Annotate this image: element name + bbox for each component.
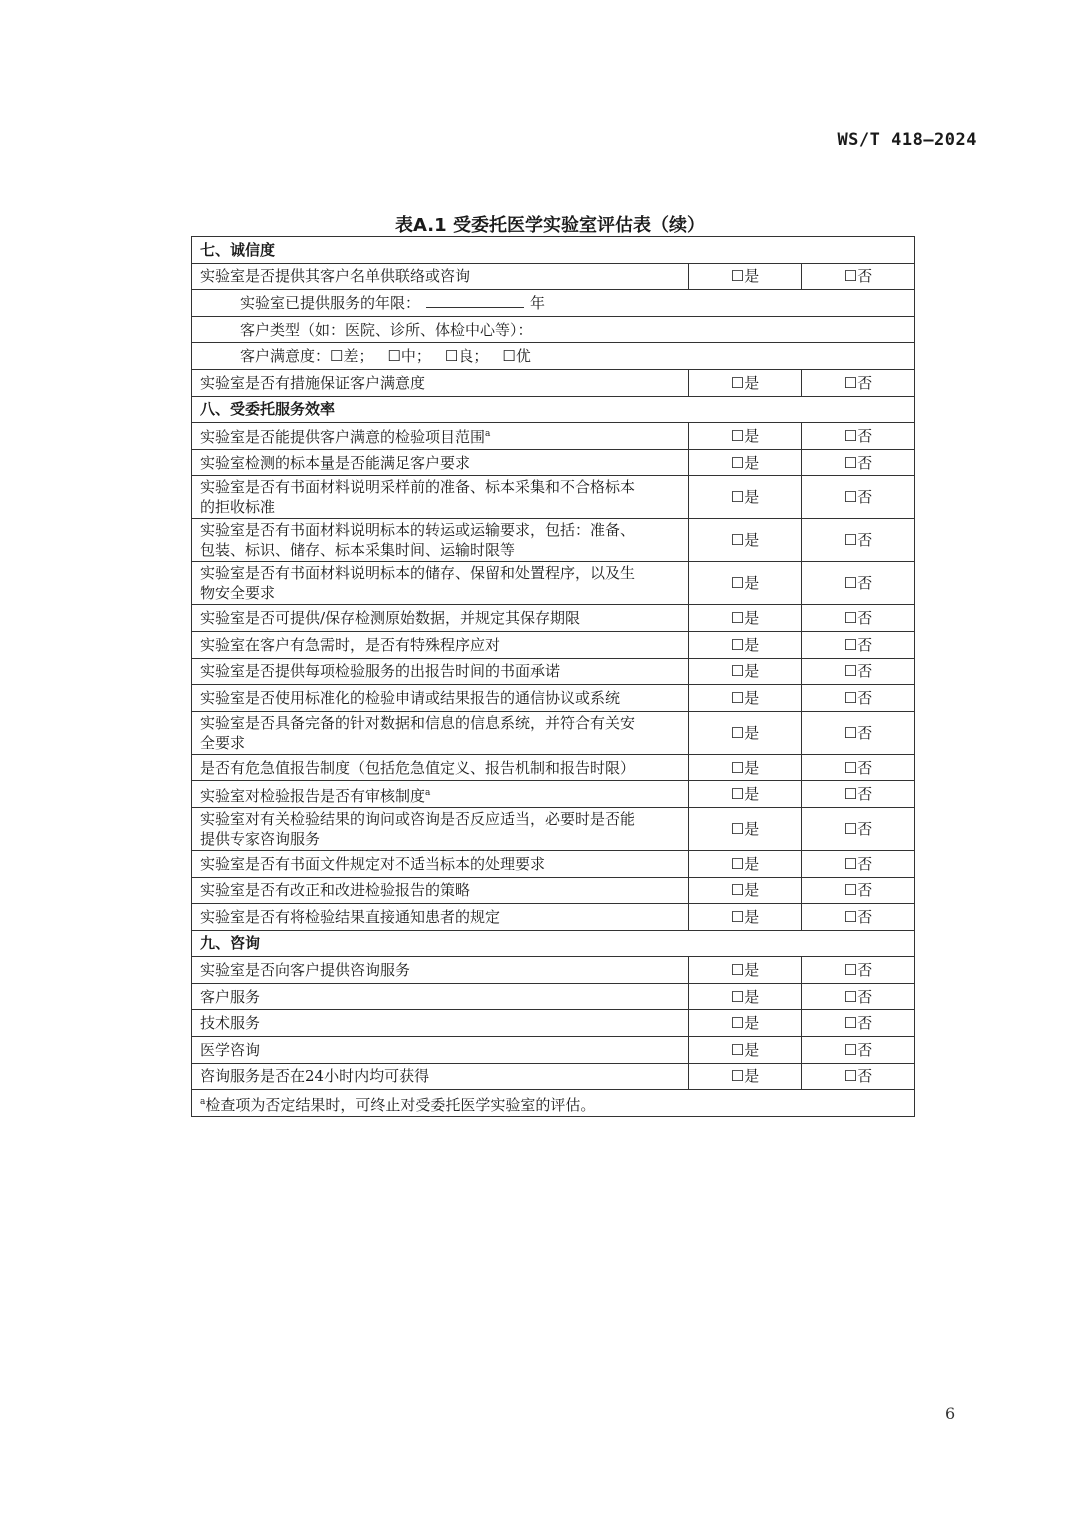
yes-checkbox[interactable]: ☐是	[689, 685, 802, 712]
yes-checkbox[interactable]: ☐是	[689, 807, 802, 850]
yes-checkbox[interactable]: ☐是	[689, 449, 802, 476]
question-text: 实验室是否有书面材料说明标本的储存、保留和处置程序，以及生 物安全要求	[192, 562, 689, 605]
section-title: 八、受委托服务效率	[192, 396, 915, 423]
no-checkbox[interactable]: ☐否	[802, 562, 915, 605]
no-checkbox[interactable]: ☐否	[802, 850, 915, 877]
table-row	[192, 449, 915, 476]
question-text: 实验室是否向客户提供咨询服务	[192, 957, 689, 984]
question-text: 实验室是否有书面材料说明标本的转运或运输要求，包括：准备、 包装、标识、储存、标本采集时间、运输时限等	[192, 519, 689, 562]
table-row	[192, 1010, 915, 1037]
table-title: 表A.1 受委托医学实验室评估表（续）	[395, 215, 705, 236]
page-number: 6	[945, 1404, 956, 1423]
no-checkbox[interactable]: ☐否	[802, 957, 915, 984]
table-row	[192, 290, 915, 317]
question-text: 实验室是否使用标准化的检验申请或结果报告的通信协议或系统	[192, 685, 689, 712]
no-checkbox[interactable]: ☐否	[802, 877, 915, 904]
no-checkbox[interactable]: ☐否	[802, 754, 915, 781]
table-row	[192, 711, 915, 754]
footnote-row	[192, 1090, 915, 1117]
question-text: 实验室是否有书面材料说明采样前的准备、标本采集和不合格标本 的拒收标准	[192, 476, 689, 519]
no-checkbox[interactable]: ☐否	[802, 519, 915, 562]
no-checkbox[interactable]: ☐否	[802, 711, 915, 754]
no-checkbox[interactable]: ☐否	[802, 807, 915, 850]
table-row	[192, 807, 915, 850]
no-checkbox[interactable]: ☐否	[802, 369, 915, 396]
no-checkbox[interactable]: ☐否	[802, 781, 915, 808]
question-text: 实验室是否有书面文件规定对不适当标本的处理要求	[192, 850, 689, 877]
footnote	[192, 1090, 915, 1117]
table-row	[192, 983, 915, 1010]
table-row	[192, 562, 915, 605]
no-checkbox[interactable]: ☐否	[802, 631, 915, 658]
question-text: 实验室是否有改正和改进检验报告的策略	[192, 877, 689, 904]
standard-code: WS/T 418—2024	[837, 130, 977, 150]
satisfaction-label: 客户满意度：	[240, 347, 331, 366]
yes-checkbox[interactable]: ☐是	[689, 711, 802, 754]
question-text: 实验室是否具备完备的针对数据和信息的信息系统，并符合有关安 全要求	[192, 711, 689, 754]
question-text: 实验室对检验报告是否有审核制度$^a$	[192, 781, 689, 808]
table-row	[192, 685, 915, 712]
table-row	[192, 781, 915, 808]
yes-checkbox[interactable]: ☐是	[689, 983, 802, 1010]
yes-checkbox[interactable]: ☐是	[689, 781, 802, 808]
table-row	[192, 1037, 915, 1064]
no-checkbox[interactable]: ☐否	[802, 449, 915, 476]
question-text: 实验室检测的标本量是否能满足客户要求	[192, 449, 689, 476]
no-checkbox[interactable]: ☐否	[802, 476, 915, 519]
no-checkbox[interactable]: ☐否	[802, 904, 915, 931]
yes-checkbox[interactable]: ☐是	[689, 605, 802, 632]
satisfaction-poor-checkbox[interactable]: ☐差；	[330, 347, 374, 366]
satisfaction-good-checkbox[interactable]: ☐良；	[444, 347, 489, 366]
table-row	[192, 476, 915, 519]
yes-checkbox[interactable]: ☐是	[689, 423, 802, 450]
question-text: 实验室是否能提供客户满意的检验项目范围$^a$	[192, 423, 689, 450]
years-blank[interactable]	[426, 293, 524, 308]
table-row	[192, 316, 915, 343]
yes-checkbox[interactable]: ☐是	[689, 754, 802, 781]
section-title: 七、诚信度	[192, 237, 915, 264]
satisfaction-field	[192, 343, 915, 370]
question-text: 实验室是否提供每项检验服务的出报告时间的书面承诺	[192, 658, 689, 685]
question-text: 实验室是否有将检验结果直接通知患者的规定	[192, 904, 689, 931]
question-text: 实验室是否有措施保证客户满意度	[192, 369, 689, 396]
question-text: 客户服务	[192, 983, 689, 1010]
yes-checkbox[interactable]: ☐是	[689, 631, 802, 658]
satisfaction-excellent-checkbox[interactable]: ☐优	[502, 347, 531, 366]
footnote-mark: a	[200, 1096, 206, 1107]
assessment-table	[191, 236, 915, 1117]
no-checkbox[interactable]: ☐否	[802, 605, 915, 632]
no-checkbox[interactable]: ☐否	[802, 1037, 915, 1064]
yes-checkbox[interactable]: ☐是	[689, 562, 802, 605]
yes-checkbox[interactable]: ☐是	[689, 877, 802, 904]
years-unit: 年	[530, 293, 546, 312]
yes-checkbox[interactable]: ☐是	[689, 957, 802, 984]
table-row	[192, 423, 915, 450]
table-row	[192, 369, 915, 396]
no-checkbox[interactable]: ☐否	[802, 1010, 915, 1037]
table-row	[192, 631, 915, 658]
no-checkbox[interactable]: ☐否	[802, 983, 915, 1010]
no-checkbox[interactable]: ☐否	[802, 423, 915, 450]
question-text: 咨询服务是否在24小时内均可获得	[192, 1063, 689, 1090]
no-checkbox[interactable]: ☐否	[802, 658, 915, 685]
no-checkbox[interactable]: ☐否	[802, 263, 915, 290]
yes-checkbox[interactable]: ☐是	[689, 263, 802, 290]
yes-checkbox[interactable]: ☐是	[689, 658, 802, 685]
yes-checkbox[interactable]: ☐是	[689, 1037, 802, 1064]
no-checkbox[interactable]: ☐否	[802, 1063, 915, 1090]
question-text: 实验室对有关检验结果的询问或咨询是否反应适当，必要时是否能 提供专家咨询服务	[192, 807, 689, 850]
table-row	[192, 754, 915, 781]
question-text: 实验室是否可提供/保存检测原始数据，并规定其保存期限	[192, 605, 689, 632]
table-row	[192, 957, 915, 984]
yes-checkbox[interactable]: ☐是	[689, 519, 802, 562]
table-row	[192, 519, 915, 562]
table-row	[192, 877, 915, 904]
question-text: 是否有危急值报告制度（包括危急值定义、报告机制和报告时限）	[192, 754, 689, 781]
table-row	[192, 263, 915, 290]
table-row	[192, 850, 915, 877]
table-row	[192, 658, 915, 685]
section-row	[192, 396, 915, 423]
section-title: 九、咨询	[192, 930, 915, 957]
table-row	[192, 605, 915, 632]
question-text: 技术服务	[192, 1010, 689, 1037]
footnote-mark: a	[425, 787, 431, 798]
client-type-field: 客户类型（如：医院、诊所、体检中心等）：	[192, 316, 915, 343]
footnote-mark: a	[485, 429, 491, 440]
table-row	[192, 1063, 915, 1090]
section-row	[192, 930, 915, 957]
table-row	[192, 904, 915, 931]
years-label: 实验室已提供服务的年限：	[240, 293, 421, 312]
section-row	[192, 237, 915, 264]
question-text: 实验室是否提供其客户名单供联络或咨询	[192, 263, 689, 290]
question-text: 医学咨询	[192, 1037, 689, 1064]
yes-checkbox[interactable]: ☐是	[689, 1010, 802, 1037]
satisfaction-medium-checkbox[interactable]: ☐中；	[387, 347, 431, 366]
table-row	[192, 343, 915, 370]
yes-checkbox[interactable]: ☐是	[689, 476, 802, 519]
footnote-text: 检查项为否定结果时，可终止对受委托医学实验室的评估。	[205, 1095, 596, 1114]
yes-checkbox[interactable]: ☐是	[689, 904, 802, 931]
yes-checkbox[interactable]: ☐是	[689, 850, 802, 877]
years-field	[192, 290, 915, 317]
no-checkbox[interactable]: ☐否	[802, 685, 915, 712]
question-text: 实验室在客户有急需时，是否有特殊程序应对	[192, 631, 689, 658]
yes-checkbox[interactable]: ☐是	[689, 369, 802, 396]
yes-checkbox[interactable]: ☐是	[689, 1063, 802, 1090]
